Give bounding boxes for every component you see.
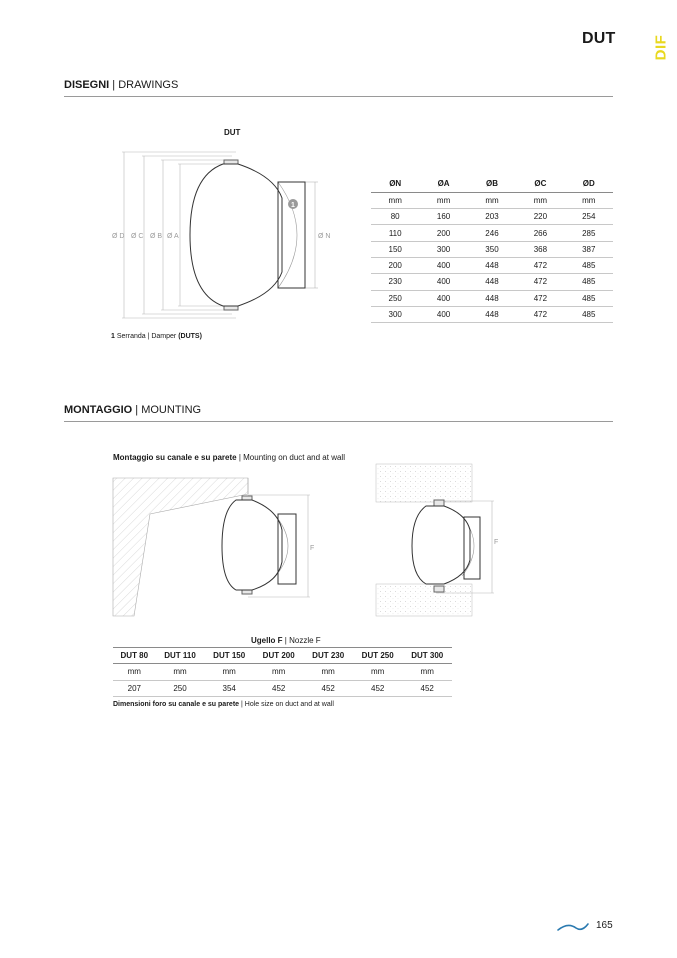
table-row [371, 241, 613, 257]
nozzle-table-values-row [113, 680, 452, 696]
table-header-cell: ØD [565, 176, 613, 192]
dim-label-c: Ø C [131, 233, 144, 240]
table-cell: 485 [565, 290, 613, 306]
table-row [371, 257, 613, 273]
table-units-row [371, 192, 613, 208]
brand-wave-logo-icon [556, 920, 590, 934]
mounting-subtitle [113, 453, 345, 462]
table-cell: 300 [371, 306, 419, 322]
table-row [371, 274, 613, 290]
mounting-section-title [64, 404, 201, 416]
nozzle-table [113, 647, 452, 697]
table-row [371, 209, 613, 225]
table-cell: 254 [565, 209, 613, 225]
table-cell: 452 [402, 680, 452, 696]
table-cell: mm [419, 192, 467, 208]
table-header-cell: DUT 300 [402, 648, 452, 664]
table-cell: 472 [516, 274, 564, 290]
drawings-title-rest: | DRAWINGS [112, 79, 179, 91]
hole-size-footnote [113, 701, 334, 708]
mounting-subtitle-bold: Montaggio su canale e su parete [113, 453, 237, 462]
section-tab-label: DIF [652, 34, 670, 61]
table-header-cell: DUT 80 [113, 648, 156, 664]
caption-text: Serranda | Damper [116, 333, 177, 340]
table-cell: 452 [254, 680, 304, 696]
table-cell: mm [254, 664, 304, 680]
table-cell: mm [156, 664, 205, 680]
dimensions-table [371, 176, 613, 323]
callout-number: 1 [291, 202, 295, 209]
table-header-cell: ØB [468, 176, 516, 192]
dim-label-b: Ø B [150, 233, 163, 240]
nozzle-caption-rest: | Nozzle F [284, 636, 321, 645]
table-cell: 472 [516, 290, 564, 306]
table-cell: 203 [468, 209, 516, 225]
table-row [371, 290, 613, 306]
table-header-cell: ØA [419, 176, 467, 192]
table-cell: 230 [371, 274, 419, 290]
drawing-caption [111, 333, 202, 340]
table-header-cell: DUT 230 [303, 648, 353, 664]
table-cell: 387 [565, 241, 613, 257]
table-cell: 400 [419, 257, 467, 273]
table-cell: 200 [419, 225, 467, 241]
table-cell: 80 [371, 209, 419, 225]
table-cell: mm [402, 664, 452, 680]
table-header-cell: DUT 150 [204, 648, 254, 664]
table-cell: 250 [371, 290, 419, 306]
nozzle-caption [251, 636, 321, 645]
wall-mounting-drawing [374, 460, 504, 620]
table-row [371, 306, 613, 322]
table-cell: 246 [468, 225, 516, 241]
footnote-bold: Dimensioni foro su canale e su parete [113, 701, 240, 708]
table-cell: 400 [419, 306, 467, 322]
table-header-cell: ØN [371, 176, 419, 192]
nozzle-caption-bold: Ugello F [251, 636, 283, 645]
table-cell: 110 [371, 225, 419, 241]
table-cell: 472 [516, 257, 564, 273]
duct-mounting-drawing [112, 474, 322, 620]
mounting-title-rest: | MOUNTING [135, 404, 202, 416]
section-tab [651, 33, 671, 63]
drawings-rule [64, 96, 613, 97]
dim-label-a: Ø A [167, 233, 179, 240]
caption-number: 1 [111, 333, 115, 340]
table-cell: 150 [371, 241, 419, 257]
table-cell: 354 [204, 680, 254, 696]
table-cell: mm [468, 192, 516, 208]
caption-bold: (DUTS) [178, 333, 202, 340]
table-cell: 485 [565, 257, 613, 273]
table-cell: 285 [565, 225, 613, 241]
dim-label-f-wall: F [494, 539, 499, 546]
table-cell: 485 [565, 274, 613, 290]
table-cell: 448 [468, 257, 516, 273]
dut-technical-drawing [108, 146, 338, 324]
table-header-cell: DUT 250 [353, 648, 403, 664]
drawings-section-title [64, 79, 178, 91]
table-cell: 266 [516, 225, 564, 241]
table-cell: 448 [468, 290, 516, 306]
page-number: 165 [596, 920, 613, 931]
table-cell: 452 [353, 680, 403, 696]
table-cell: mm [353, 664, 403, 680]
table-cell: 368 [516, 241, 564, 257]
mounting-title-bold: MONTAGGIO [64, 404, 133, 416]
drawing-figure-title: DUT [224, 128, 241, 137]
table-cell: 350 [468, 241, 516, 257]
table-cell: mm [565, 192, 613, 208]
product-title: DUT [582, 30, 616, 47]
table-cell: 452 [303, 680, 353, 696]
table-cell: mm [516, 192, 564, 208]
dim-label-n: Ø N [318, 233, 331, 240]
mounting-rule [64, 421, 613, 422]
table-cell: 400 [419, 274, 467, 290]
table-cell: 160 [419, 209, 467, 225]
table-header-row [371, 176, 613, 192]
table-cell: 200 [371, 257, 419, 273]
nozzle-table-units-row [113, 664, 452, 680]
table-cell: 300 [419, 241, 467, 257]
table-header-cell: DUT 200 [254, 648, 304, 664]
table-cell: 250 [156, 680, 205, 696]
table-cell: 448 [468, 274, 516, 290]
table-cell: mm [113, 664, 156, 680]
table-header-cell: DUT 110 [156, 648, 205, 664]
table-row [371, 225, 613, 241]
table-cell: 400 [419, 290, 467, 306]
table-cell: 207 [113, 680, 156, 696]
footnote-rest: | Hole size on duct and at wall [241, 701, 334, 708]
table-cell: 485 [565, 306, 613, 322]
dim-label-f-duct: F [310, 545, 315, 552]
table-cell: 472 [516, 306, 564, 322]
dim-label-d: Ø D [112, 233, 125, 240]
table-cell: mm [204, 664, 254, 680]
table-cell: 448 [468, 306, 516, 322]
table-cell: 220 [516, 209, 564, 225]
table-cell: mm [371, 192, 419, 208]
drawings-title-bold: DISEGNI [64, 79, 110, 91]
mounting-subtitle-rest: | Mounting on duct and at wall [238, 453, 345, 462]
table-header-cell: ØC [516, 176, 564, 192]
nozzle-table-header-row [113, 648, 452, 664]
table-cell: mm [303, 664, 353, 680]
